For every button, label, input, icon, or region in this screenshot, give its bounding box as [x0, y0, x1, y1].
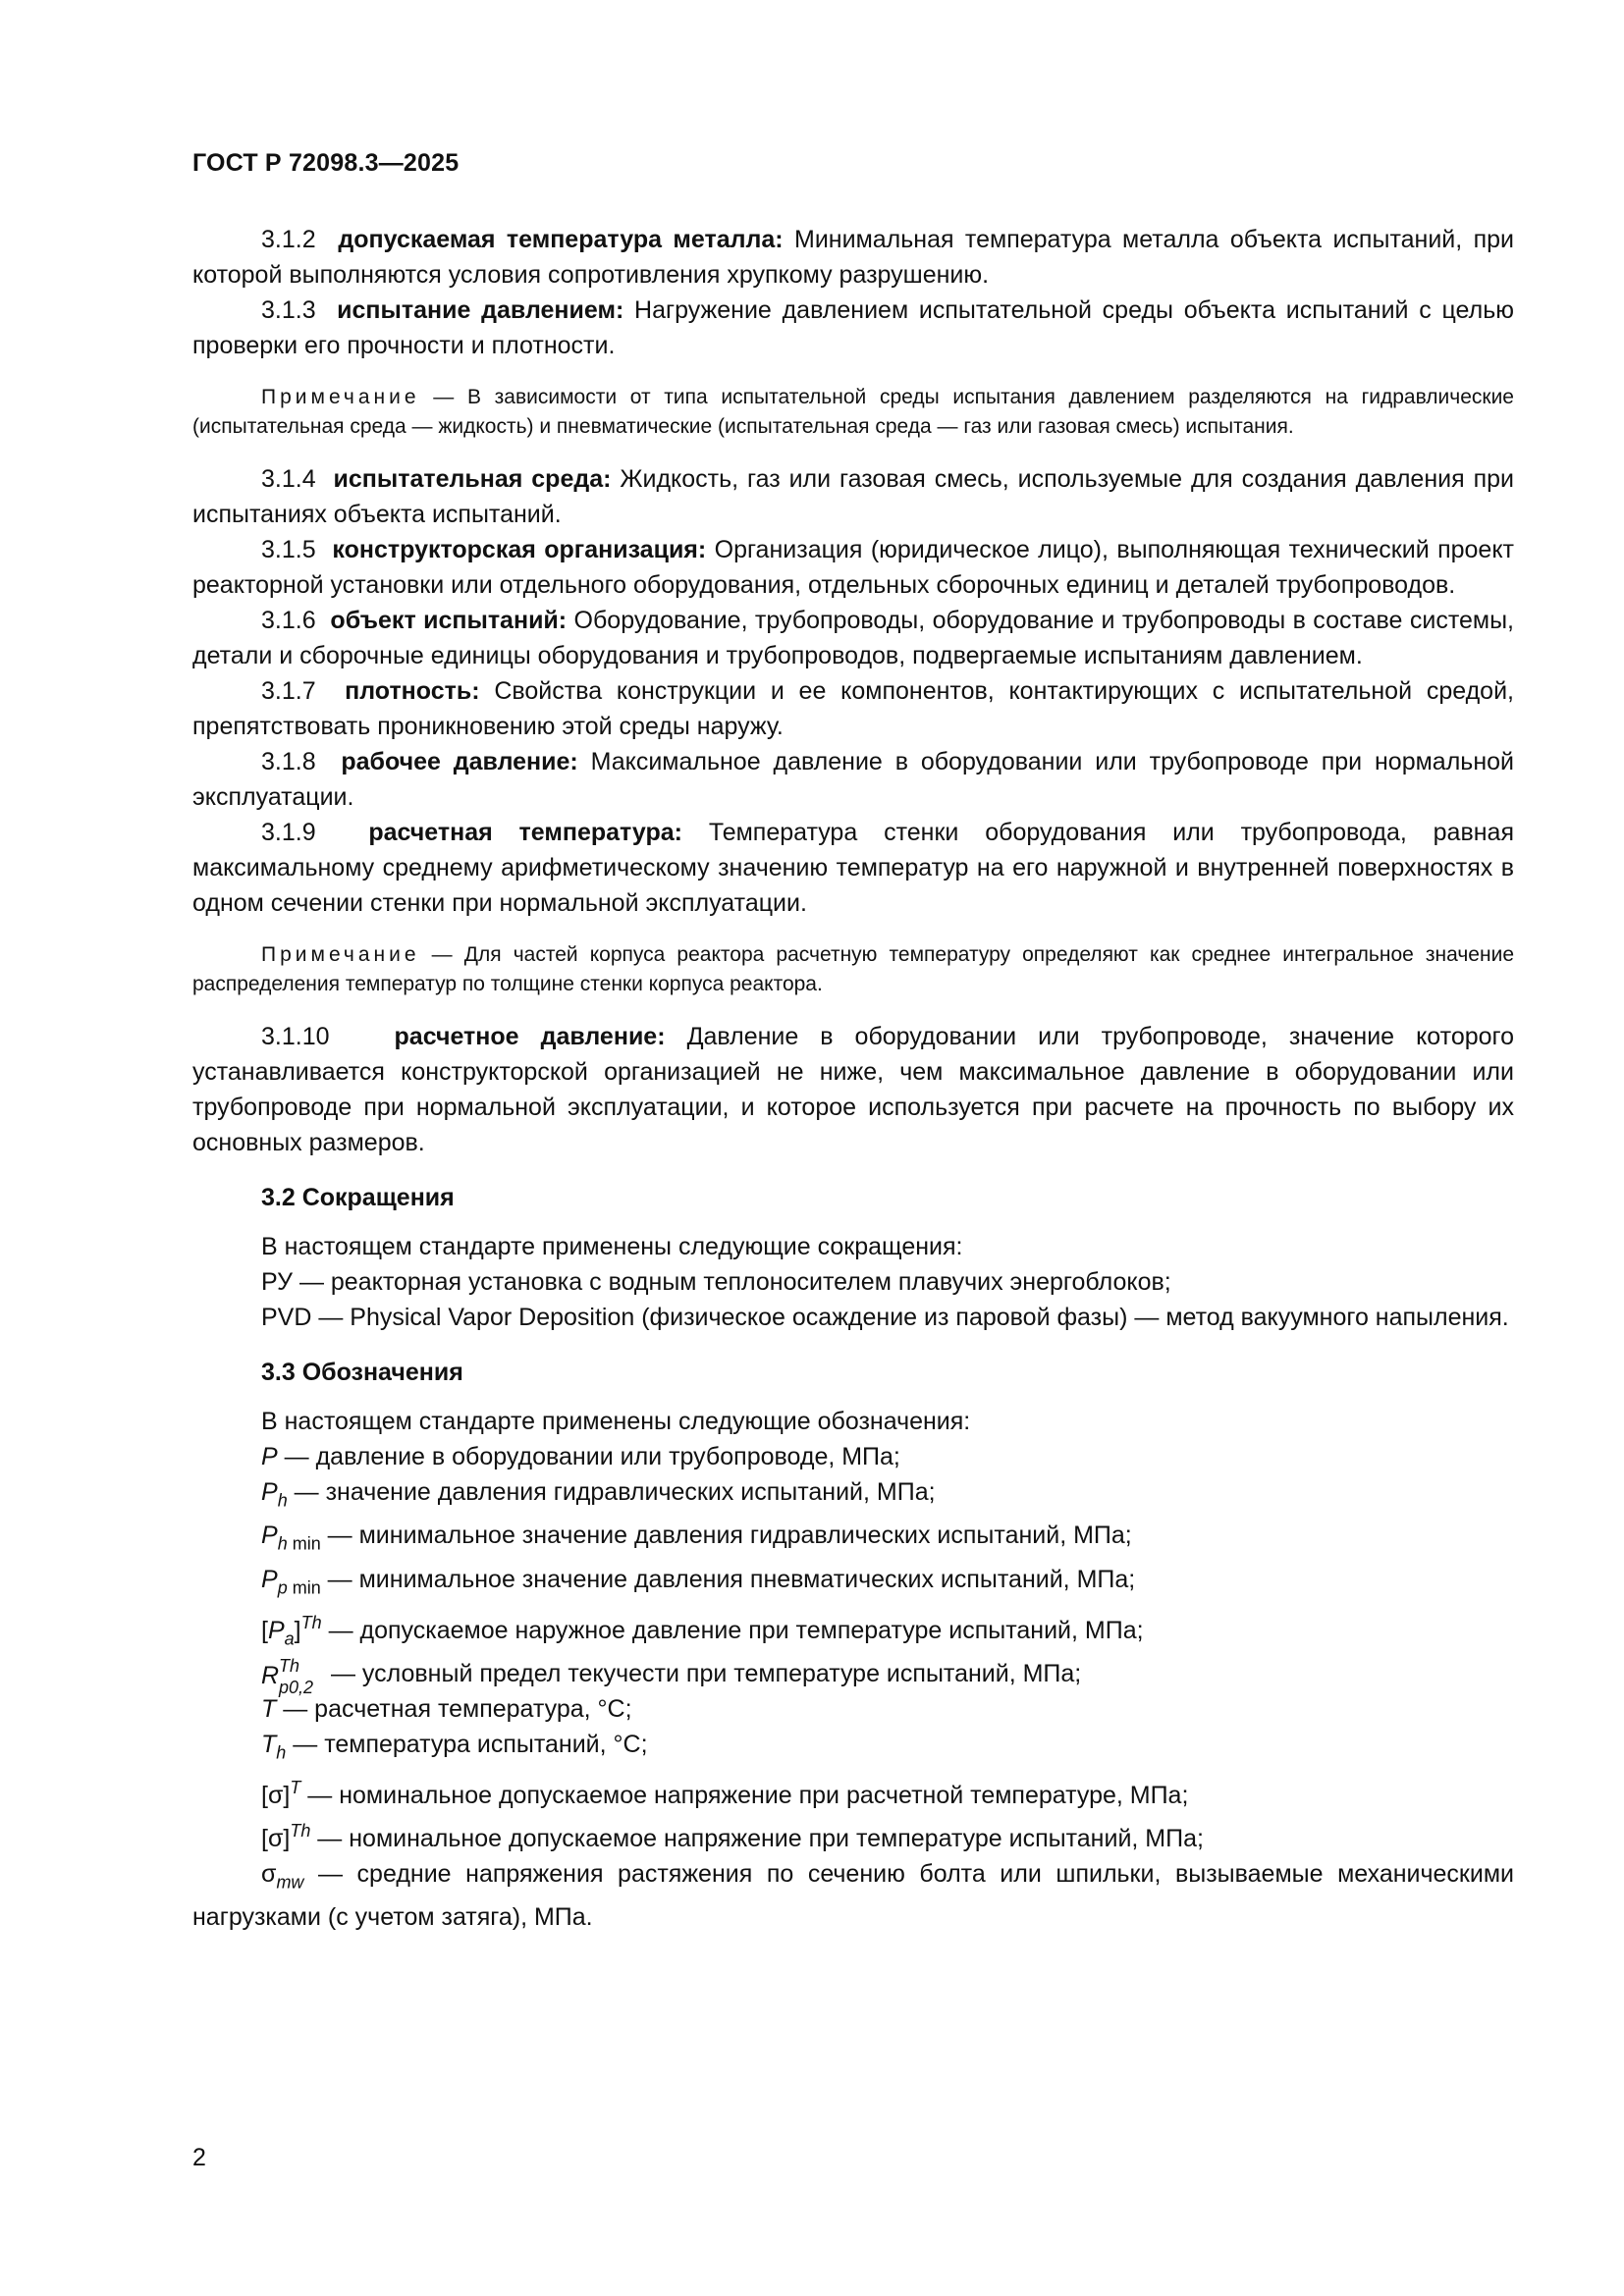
symbol-item [192, 1562, 1514, 1605]
symbol-notation: $[P_a]^{Th}$ [261, 1612, 322, 1649]
abbreviation-item: РУ — реакторная установка с водным теплоносителем плавучих энергоблоков; [261, 1268, 1171, 1296]
definition-text: Организация (юридическое лицо), выполняющая технический проект реакторной установки или отдельного оборудования, отдельных сборочных единиц и деталей трубопроводов. [192, 536, 1514, 599]
symbol-description: — минимальное значение давления гидравлических испытаний, МПа; [320, 1522, 1132, 1550]
section-heading-abbreviations: 3.2 Сокращения [261, 1184, 455, 1211]
symbol-item [192, 1656, 1514, 1698]
symbols-intro: В настоящем стандарте применены следующие обозначения: [261, 1408, 971, 1435]
definition-term: испытание давлением: [337, 296, 624, 324]
definition-number: 3.1.7 [261, 677, 316, 705]
note-label: Примечание [261, 386, 420, 408]
note-design-temperature [192, 940, 1514, 999]
definition-term: расчетная температура: [368, 819, 682, 846]
symbol-description: — давление в оборудовании или трубопроводе, МПа; [277, 1443, 900, 1470]
symbol-item [192, 1727, 1514, 1770]
page-number: 2 [192, 2144, 206, 2171]
definition-term: конструкторская организация: [332, 536, 707, 563]
definition-number: 3.1.8 [261, 748, 316, 775]
definition-3-1-7 [192, 673, 1514, 744]
symbol-notation: $\sigma_{mw}$ [261, 1860, 304, 1893]
definition-number: 3.1.5 [261, 536, 316, 563]
definition-text: Оборудование, трубопроводы, оборудование и трубопроводы в составе системы, детали и сборочные единицы оборудования и трубопроводов, подвергаемые испытаниям давлением. [192, 607, 1514, 669]
symbol-item [192, 1691, 1514, 1727]
definition-3-1-5 [192, 532, 1514, 603]
symbol-notation: $T_h$ [261, 1731, 287, 1763]
definition-term: испытательная среда: [333, 465, 612, 493]
section-heading-symbols: 3.3 Обозначения [261, 1359, 463, 1386]
symbol-description: — минимальное значение давления пневматических испытаний, МПа; [320, 1565, 1136, 1593]
definition-text: Температура стенки оборудования или трубопровода, равная максимальному среднему арифметическому значению температур на его наружной и внутренней поверхностях в одном сечении стенки при нормальной эксплуатации. [192, 819, 1514, 917]
definition-number: 3.1.9 [261, 819, 316, 846]
definition-text: Свойства конструкции и ее компонентов, контактирующих с испытательной средой, препятствовать проникновению этой среды наружу. [192, 677, 1514, 740]
symbol-description: — средние напряжения растяжения по сечению болта или шпильки, вызываемые механическими нагрузками (с учетом затяга), МПа. [192, 1860, 1514, 1932]
definition-number: 3.1.6 [261, 607, 316, 634]
symbol-notation: $[\sigma]^{Th}$ [261, 1821, 311, 1853]
definition-3-1-9 [192, 815, 1514, 921]
definition-text: Минимальная температура металла объекта испытаний, при которой выполняются условия сопротивления хрупкому разрушению. [192, 226, 1514, 289]
symbols-list [192, 1439, 1514, 1935]
note-label: Примечание [261, 943, 420, 966]
symbol-description: — значение давления гидравлических испытаний, МПа; [287, 1478, 936, 1506]
symbol-notation: $P_h$ [261, 1478, 288, 1511]
definition-term: объект испытаний: [330, 607, 568, 634]
document-body [192, 222, 1514, 1935]
definition-number: 3.1.10 [261, 1023, 330, 1050]
symbol-item [192, 1856, 1514, 1935]
note-test-media [192, 383, 1514, 442]
symbol-item [192, 1474, 1514, 1518]
symbol-notation: P [261, 1443, 278, 1470]
definition-3-1-3 [192, 293, 1514, 363]
document-header: ГОСТ Р 72098.3—2025 [192, 149, 460, 177]
definition-text: Давление в оборудовании или трубопроводе, значение которого устанавливается конструкторской организацией не ниже, чем максимальное давление в оборудовании или трубопроводе при нормальной эксплуатации, и которое используется при расчете на прочность по выбору их основных размеров. [192, 1023, 1515, 1156]
definition-number: 3.1.3 [261, 296, 316, 324]
symbol-item [192, 1605, 1514, 1656]
symbol-notation: $P_{h min}$ [261, 1522, 321, 1554]
abbreviations-intro: В настоящем стандарте применены следующие сокращения: [261, 1233, 963, 1260]
definition-3-1-10 [192, 1019, 1514, 1160]
symbol-item [192, 1813, 1514, 1856]
definition-3-1-6 [192, 603, 1514, 673]
symbol-description: — номинальное допускаемое напряжение при температуре испытаний, МПа; [310, 1825, 1204, 1853]
symbol-notation: $P_{p min}$ [261, 1565, 321, 1597]
symbol-notation: $[\sigma]^T$ [261, 1778, 301, 1810]
definition-3-1-4 [192, 461, 1514, 532]
symbol-notation: T [261, 1695, 277, 1724]
definition-number: 3.1.4 [261, 465, 316, 493]
definition-term: плотность: [345, 677, 480, 705]
symbol-item [192, 1770, 1514, 1813]
symbol-description: — расчетная температура, °C; [276, 1695, 632, 1724]
definition-term: рабочее давление: [341, 748, 578, 775]
definition-term: допускаемая температура металла: [338, 226, 784, 253]
definition-term: расчетное давление: [394, 1023, 666, 1050]
symbol-item [192, 1518, 1514, 1561]
symbol-description: — номинальное допускаемое напряжение при расчетной температуре, МПа; [300, 1782, 1189, 1810]
definition-text: Жидкость, газ или газовая смесь, используемые для создания давления при испытаниях объекта испытаний. [192, 465, 1514, 528]
symbol-notation: R Th p0,2 [261, 1656, 314, 1698]
definition-3-1-2 [192, 222, 1514, 293]
definition-3-1-8 [192, 744, 1514, 815]
symbol-description: — допускаемое наружное давление при температуре испытаний, МПа; [321, 1616, 1144, 1644]
definition-text: Максимальное давление в оборудовании или трубопроводе при нормальной эксплуатации. [192, 748, 1514, 811]
symbol-item [192, 1439, 1514, 1474]
note-text: — В зависимости от типа испытательной среды испытания давлением разделяются на гидравлические (испытательная среда — жидкость) и пневматические (испытательная среда — газ или газовая смесь) испытания. [192, 386, 1514, 438]
note-text: — Для частей корпуса реактора расчетную температуру определяют как среднее интегральное значение распределения температур по толщине стенки корпуса реактора. [192, 943, 1514, 995]
abbreviation-item: PVD — Physical Vapor Deposition (физическое осаждение из паровой фазы) — метод вакуумного напыления. [261, 1304, 1509, 1331]
symbol-description: — условный предел текучести при температуре испытаний, МПа; [324, 1660, 1082, 1688]
symbol-description: — температура испытаний, °C; [286, 1731, 648, 1759]
definition-number: 3.1.2 [261, 226, 316, 253]
definition-text: Нагружение давлением испытательной среды объекта испытаний с целью проверки его прочности и плотности. [192, 296, 1514, 359]
